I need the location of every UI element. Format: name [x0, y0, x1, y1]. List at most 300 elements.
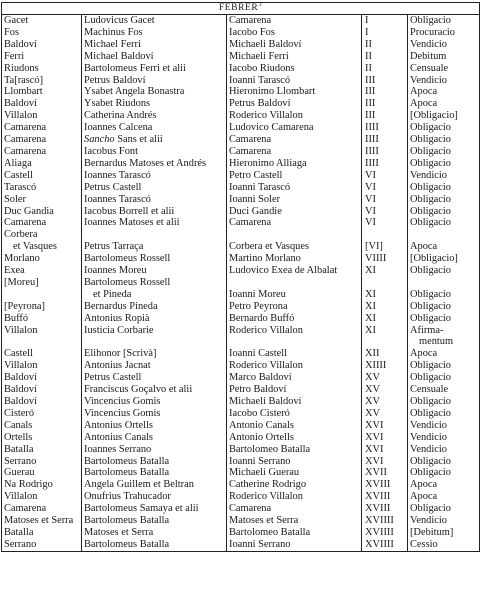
cell-line: Camarena	[4, 217, 47, 229]
cell-line: Michaeli Guerau	[229, 467, 300, 479]
act-type-cell	[408, 325, 480, 349]
cell-line: XV	[365, 407, 381, 419]
party-cell	[82, 456, 227, 468]
cell-line: Roderico Villalon	[229, 110, 303, 122]
counterparty-cell	[227, 206, 362, 218]
cell-line: Villalon	[4, 491, 38, 503]
cell-line	[84, 134, 226, 146]
act-type-cell	[408, 98, 480, 110]
act-type-cell	[408, 265, 480, 277]
cell-line: VI	[365, 169, 376, 181]
day-cell	[362, 39, 408, 51]
cell-line: Obligacio	[410, 407, 451, 419]
counterparty-cell	[227, 146, 362, 158]
party-cell	[82, 63, 227, 75]
party-cell	[82, 384, 227, 396]
cell-line: Roderico Villalon	[229, 491, 303, 503]
cell-line: Apoca	[410, 86, 438, 98]
surname-cell	[2, 158, 82, 170]
table-row	[2, 313, 480, 325]
cell-line: Camarena	[4, 134, 47, 146]
cell-line: Michaeli Ferri	[229, 50, 289, 62]
day-cell	[362, 384, 408, 396]
cell-line: Obligacio	[410, 455, 451, 467]
party-cell	[82, 134, 227, 146]
act-type-cell	[408, 217, 480, 229]
cell-line: XVIII	[365, 479, 391, 491]
cell-line: XIIII	[365, 360, 387, 372]
cell-line: Bartolomeus Batalla	[84, 515, 170, 527]
cell-line: Obligacio	[410, 217, 451, 229]
cell-line: III	[365, 74, 376, 86]
day-cell	[362, 86, 408, 98]
cell-line: Antonius Ropià	[84, 312, 150, 324]
cell-line: Bernardus Matoses et Andrés	[84, 157, 207, 169]
surname-cell	[2, 15, 82, 27]
cell-line: XI	[365, 288, 376, 300]
party-cell	[82, 51, 227, 63]
day-cell	[362, 527, 408, 539]
table-row	[2, 146, 480, 158]
surname-cell	[2, 265, 82, 277]
counterparty-cell	[227, 122, 362, 134]
cell-line: Hieronimo Llombart	[229, 86, 316, 98]
month-header	[2, 0, 480, 15]
counterparty-cell	[227, 63, 362, 75]
cell-line: Canals	[4, 419, 33, 431]
cell-line: XI	[365, 324, 376, 336]
cell-line: Morlano	[4, 253, 40, 265]
counterparty-cell	[227, 301, 362, 313]
party-cell	[82, 253, 227, 265]
act-type-cell	[408, 27, 480, 39]
party-cell	[82, 27, 227, 39]
cell-line: mentum	[419, 336, 454, 348]
cell-line: Ioannes Tarascó	[84, 169, 151, 181]
cell-line: Antonio Ortells	[229, 431, 294, 443]
cell-line: Ioannes Calcena	[84, 122, 153, 134]
table-row	[2, 503, 480, 515]
day-cell	[362, 253, 408, 265]
cell-line: Bartolomeus Batalla	[84, 455, 170, 467]
act-type-cell	[408, 384, 480, 396]
surname-cell	[2, 503, 82, 515]
cell-line: II	[365, 62, 372, 74]
cell-line: XVII	[365, 467, 387, 479]
cell-line: Ludovicus Gacet	[84, 15, 155, 26]
cell-line: Elihonor [Scrivà]	[84, 348, 157, 360]
cell-line: Obligacio	[410, 181, 451, 193]
party-cell	[82, 503, 227, 515]
cell-line: Matoses et Serra	[229, 515, 299, 527]
surname-cell	[2, 325, 82, 349]
cell-line: Petrus Tarraça	[84, 241, 144, 253]
surname-cell	[2, 75, 82, 87]
cell-line: [Moreu]	[4, 276, 39, 288]
cell-line: XV	[365, 372, 381, 384]
cell-line	[229, 277, 361, 289]
cell-line: Bartolomeus Batalla	[84, 467, 170, 479]
cell-line: VI	[365, 181, 376, 193]
table-row	[2, 134, 480, 146]
name-rest: Sans et alii	[117, 134, 163, 146]
counterparty-cell	[227, 86, 362, 98]
surname-cell	[2, 396, 82, 408]
cell-line: Bartolomeus Rossell	[84, 276, 171, 288]
cell-line: Na Rodrigo	[4, 479, 53, 491]
surname-cell	[2, 277, 82, 301]
day-cell	[362, 134, 408, 146]
cell-line: Villalon	[4, 110, 38, 122]
register-rows	[2, 15, 480, 552]
party-cell	[82, 372, 227, 384]
cell-line: Obligacio	[410, 467, 451, 479]
cell-line: Apoca	[410, 348, 438, 360]
cell-line: Ioanni Moreu	[229, 288, 286, 300]
day-cell	[362, 539, 408, 551]
cell-line: Bartolomeus Ferri et alii	[84, 62, 186, 74]
counterparty-cell	[227, 420, 362, 432]
cell-line: Machinus Fos	[84, 26, 143, 38]
day-cell	[362, 206, 408, 218]
party-cell	[82, 122, 227, 134]
surname-cell	[2, 301, 82, 313]
cell-line: Obligacio	[410, 396, 451, 407]
cell-line: XVI	[365, 443, 384, 455]
cell-line: Vincencius Gomis	[84, 396, 161, 407]
counterparty-cell	[227, 27, 362, 39]
table-row	[2, 325, 480, 349]
table-row	[2, 277, 480, 301]
cell-line: Iacobo Riudons	[229, 62, 295, 74]
counterparty-cell	[227, 134, 362, 146]
cell-line: Ysabet Riudons	[84, 98, 151, 110]
cell-line: Cisteró	[4, 407, 35, 419]
cell-line: Camarena	[229, 217, 272, 229]
act-type-cell	[408, 360, 480, 372]
cell-line: Batalla	[4, 526, 34, 538]
cell-line: Obligacio	[410, 360, 451, 372]
cell-line: Michaeli Baldoví	[229, 396, 302, 407]
cell-line: Obligacio	[410, 193, 451, 205]
cell-line: Baldoví	[4, 384, 37, 396]
day-cell	[362, 325, 408, 349]
cell-line: Vendicio	[410, 443, 447, 455]
act-type-cell	[408, 51, 480, 63]
counterparty-cell	[227, 491, 362, 503]
act-type-cell	[408, 301, 480, 313]
cell-line: Camarena	[229, 15, 272, 26]
cell-line: Antonius Ortells	[84, 419, 153, 431]
act-type-cell	[408, 182, 480, 194]
cell-line: Ioanni Serrano	[229, 455, 291, 467]
surname-cell	[2, 432, 82, 444]
table-row	[2, 122, 480, 134]
cell-line: Obligacio	[410, 15, 451, 26]
cell-line	[84, 229, 226, 241]
counterparty-cell	[227, 515, 362, 527]
day-cell	[362, 27, 408, 39]
cell-line: Villalon	[4, 324, 38, 336]
cell-line: Iusticia Corbarie	[84, 324, 154, 336]
cell-line: Catherina Andrés	[84, 110, 157, 122]
act-type-cell	[408, 277, 480, 301]
cell-line: Iacobus Borrell et alii	[84, 205, 175, 217]
cell-line: Vendicio	[410, 74, 447, 86]
cell-line: Ysabet Angela Bonastra	[84, 86, 185, 98]
table-row	[2, 98, 480, 110]
day-cell	[362, 277, 408, 301]
cell-line: VI	[365, 193, 376, 205]
cell-line: XVIIII	[365, 526, 394, 538]
cell-line: Ta[rascó]	[4, 74, 44, 86]
cell-line: I	[365, 26, 369, 38]
cell-line: Exea	[4, 265, 25, 277]
cell-line: IIII	[365, 134, 379, 146]
act-type-cell	[408, 396, 480, 408]
cell-line: XI	[365, 300, 376, 312]
day-cell	[362, 63, 408, 75]
cell-line: Apoca	[410, 491, 438, 503]
table-row	[2, 63, 480, 75]
cell-line: Bartolomeus Samaya et alii	[84, 503, 199, 515]
cell-line: XV	[365, 396, 381, 407]
cell-line: XVIII	[365, 503, 391, 515]
table-row	[2, 301, 480, 313]
table-row	[2, 515, 480, 527]
cell-line	[229, 229, 361, 241]
party-cell	[82, 217, 227, 229]
party-cell	[82, 467, 227, 479]
day-cell	[362, 491, 408, 503]
party-cell	[82, 432, 227, 444]
cell-line: XVI	[365, 431, 384, 443]
act-type-cell	[408, 539, 480, 551]
table-row	[2, 491, 480, 503]
counterparty-cell	[227, 503, 362, 515]
day-cell	[362, 408, 408, 420]
cell-line: Ioanni Tarascó	[229, 181, 291, 193]
day-cell	[362, 182, 408, 194]
act-type-cell	[408, 134, 480, 146]
act-type-cell	[408, 456, 480, 468]
cell-line: Villalon	[4, 360, 38, 372]
party-cell	[82, 396, 227, 408]
cell-line: Camarena	[4, 503, 47, 515]
party-cell	[82, 527, 227, 539]
party-cell	[82, 301, 227, 313]
table-row	[2, 467, 480, 479]
day-cell	[362, 396, 408, 408]
cell-line	[410, 277, 479, 289]
counterparty-cell	[227, 98, 362, 110]
day-cell	[362, 360, 408, 372]
cell-line: Vendicio	[410, 431, 447, 443]
cell-line: Buffó	[4, 312, 29, 324]
cell-line: Bartolomeo Batalla	[229, 526, 311, 538]
surname-cell	[2, 384, 82, 396]
table-row	[2, 408, 480, 420]
table-row	[2, 229, 480, 253]
cell-line	[365, 277, 407, 289]
cell-line: Vendicio	[410, 38, 447, 50]
cell-line: Baldoví	[4, 372, 37, 384]
cell-line: IIII	[365, 157, 379, 169]
cell-line: IIII	[365, 145, 379, 157]
table-row	[2, 384, 480, 396]
cell-line: Petro Peyrona	[229, 300, 288, 312]
cell-line: [Obligacio]	[410, 110, 458, 122]
day-cell	[362, 98, 408, 110]
cell-line: Censuale	[410, 62, 449, 74]
cell-line: Vendicio	[410, 419, 447, 431]
party-cell	[82, 479, 227, 491]
table-row	[2, 158, 480, 170]
surname-cell	[2, 456, 82, 468]
surname-cell	[2, 229, 82, 253]
cell-line: Ioanni Serrano	[229, 538, 291, 550]
cell-line: Llombart	[4, 86, 43, 98]
surname-cell	[2, 408, 82, 420]
surname-cell	[2, 217, 82, 229]
act-type-cell	[408, 229, 480, 253]
act-type-cell	[408, 110, 480, 122]
table-row	[2, 527, 480, 539]
counterparty-cell	[227, 182, 362, 194]
cell-line: Cessio	[410, 538, 438, 550]
cell-line: Corbera et Vasques	[229, 241, 310, 253]
act-type-cell	[408, 313, 480, 325]
cell-line: I	[365, 15, 369, 26]
party-cell	[82, 206, 227, 218]
day-cell	[362, 217, 408, 229]
cell-line: Censuale	[410, 384, 449, 396]
surname-cell	[2, 39, 82, 51]
day-cell	[362, 170, 408, 182]
party-cell	[82, 229, 227, 253]
cell-line: Vincencius Gomis	[84, 407, 161, 419]
cell-line: Petrus Castell	[84, 372, 142, 384]
cell-line: Obligacio	[410, 134, 451, 146]
act-type-cell	[408, 15, 480, 27]
cell-line: [Debitum]	[410, 526, 454, 538]
counterparty-cell	[227, 15, 362, 27]
cell-line: Aliaga	[4, 157, 32, 169]
surname-cell	[2, 63, 82, 75]
cell-line: Obligacio	[410, 300, 451, 312]
party-cell	[82, 491, 227, 503]
day-cell	[362, 51, 408, 63]
day-cell	[362, 15, 408, 27]
cell-line: Michael Ferri	[84, 38, 141, 50]
act-type-cell	[408, 75, 480, 87]
cell-line: XVI	[365, 419, 384, 431]
counterparty-cell	[227, 408, 362, 420]
cell-line: Matoses et Serra	[4, 515, 74, 527]
cell-line: Duci Gandie	[229, 205, 282, 217]
party-cell	[82, 39, 227, 51]
party-cell	[82, 170, 227, 182]
counterparty-cell	[227, 432, 362, 444]
day-cell	[362, 110, 408, 122]
table-row	[2, 396, 480, 408]
table-row	[2, 420, 480, 432]
surname-cell	[2, 313, 82, 325]
party-cell	[82, 277, 227, 301]
day-cell	[362, 158, 408, 170]
surname-cell	[2, 194, 82, 206]
cell-line: Vendicio	[410, 169, 447, 181]
surname-cell	[2, 182, 82, 194]
table-row	[2, 372, 480, 384]
cell-line: Hieronimo Alliaga	[229, 157, 307, 169]
cell-line: XVI	[365, 455, 384, 467]
counterparty-cell	[227, 539, 362, 551]
cell-line: VI	[365, 217, 376, 229]
cell-line: Ioannes Moreu	[84, 265, 147, 277]
cell-line: Corbera	[4, 229, 38, 241]
cell-line: XII	[365, 348, 380, 360]
surname-cell	[2, 98, 82, 110]
surname-cell	[2, 253, 82, 265]
act-type-cell	[408, 432, 480, 444]
surname-cell	[2, 467, 82, 479]
act-type-cell	[408, 444, 480, 456]
cell-line: Bernardo Buffó	[229, 312, 295, 324]
counterparty-cell	[227, 194, 362, 206]
party-cell	[82, 194, 227, 206]
cell-line: [VI]	[365, 241, 383, 253]
cell-line: Baldoví	[4, 396, 37, 407]
counterparty-cell	[227, 277, 362, 301]
surname-cell	[2, 206, 82, 218]
counterparty-cell	[227, 360, 362, 372]
cell-line: Ioannes Serrano	[84, 443, 152, 455]
surname-cell	[2, 134, 82, 146]
party-cell	[82, 182, 227, 194]
cell-line: Obligacio	[410, 288, 451, 300]
table-row	[2, 456, 480, 468]
act-type-cell	[408, 515, 480, 527]
table-row	[2, 206, 480, 218]
act-type-cell	[408, 491, 480, 503]
counterparty-cell	[227, 396, 362, 408]
cell-line: Tarascó	[4, 181, 37, 193]
counterparty-cell	[227, 110, 362, 122]
cell-line: Fos	[4, 26, 20, 38]
cell-line: Obligacio	[410, 372, 451, 384]
cell-line: Apoca	[410, 479, 438, 491]
table-row	[2, 479, 480, 491]
counterparty-cell	[227, 170, 362, 182]
surname-cell	[2, 420, 82, 432]
surname-cell	[2, 27, 82, 39]
table-row	[2, 51, 480, 63]
cell-line: Martino Morlano	[229, 253, 301, 265]
surname-cell	[2, 110, 82, 122]
cell-line: Obligacio	[410, 122, 451, 134]
table-row	[2, 360, 480, 372]
cell-line: Petrus Castell	[84, 181, 142, 193]
party-cell	[82, 360, 227, 372]
cell-line: Ioannes Tarascó	[84, 193, 151, 205]
cell-line: Michaeli Baldoví	[229, 38, 302, 50]
party-cell	[82, 98, 227, 110]
act-type-cell	[408, 194, 480, 206]
cell-line: Petro Castell	[229, 169, 283, 181]
day-cell	[362, 432, 408, 444]
act-type-cell	[408, 503, 480, 515]
